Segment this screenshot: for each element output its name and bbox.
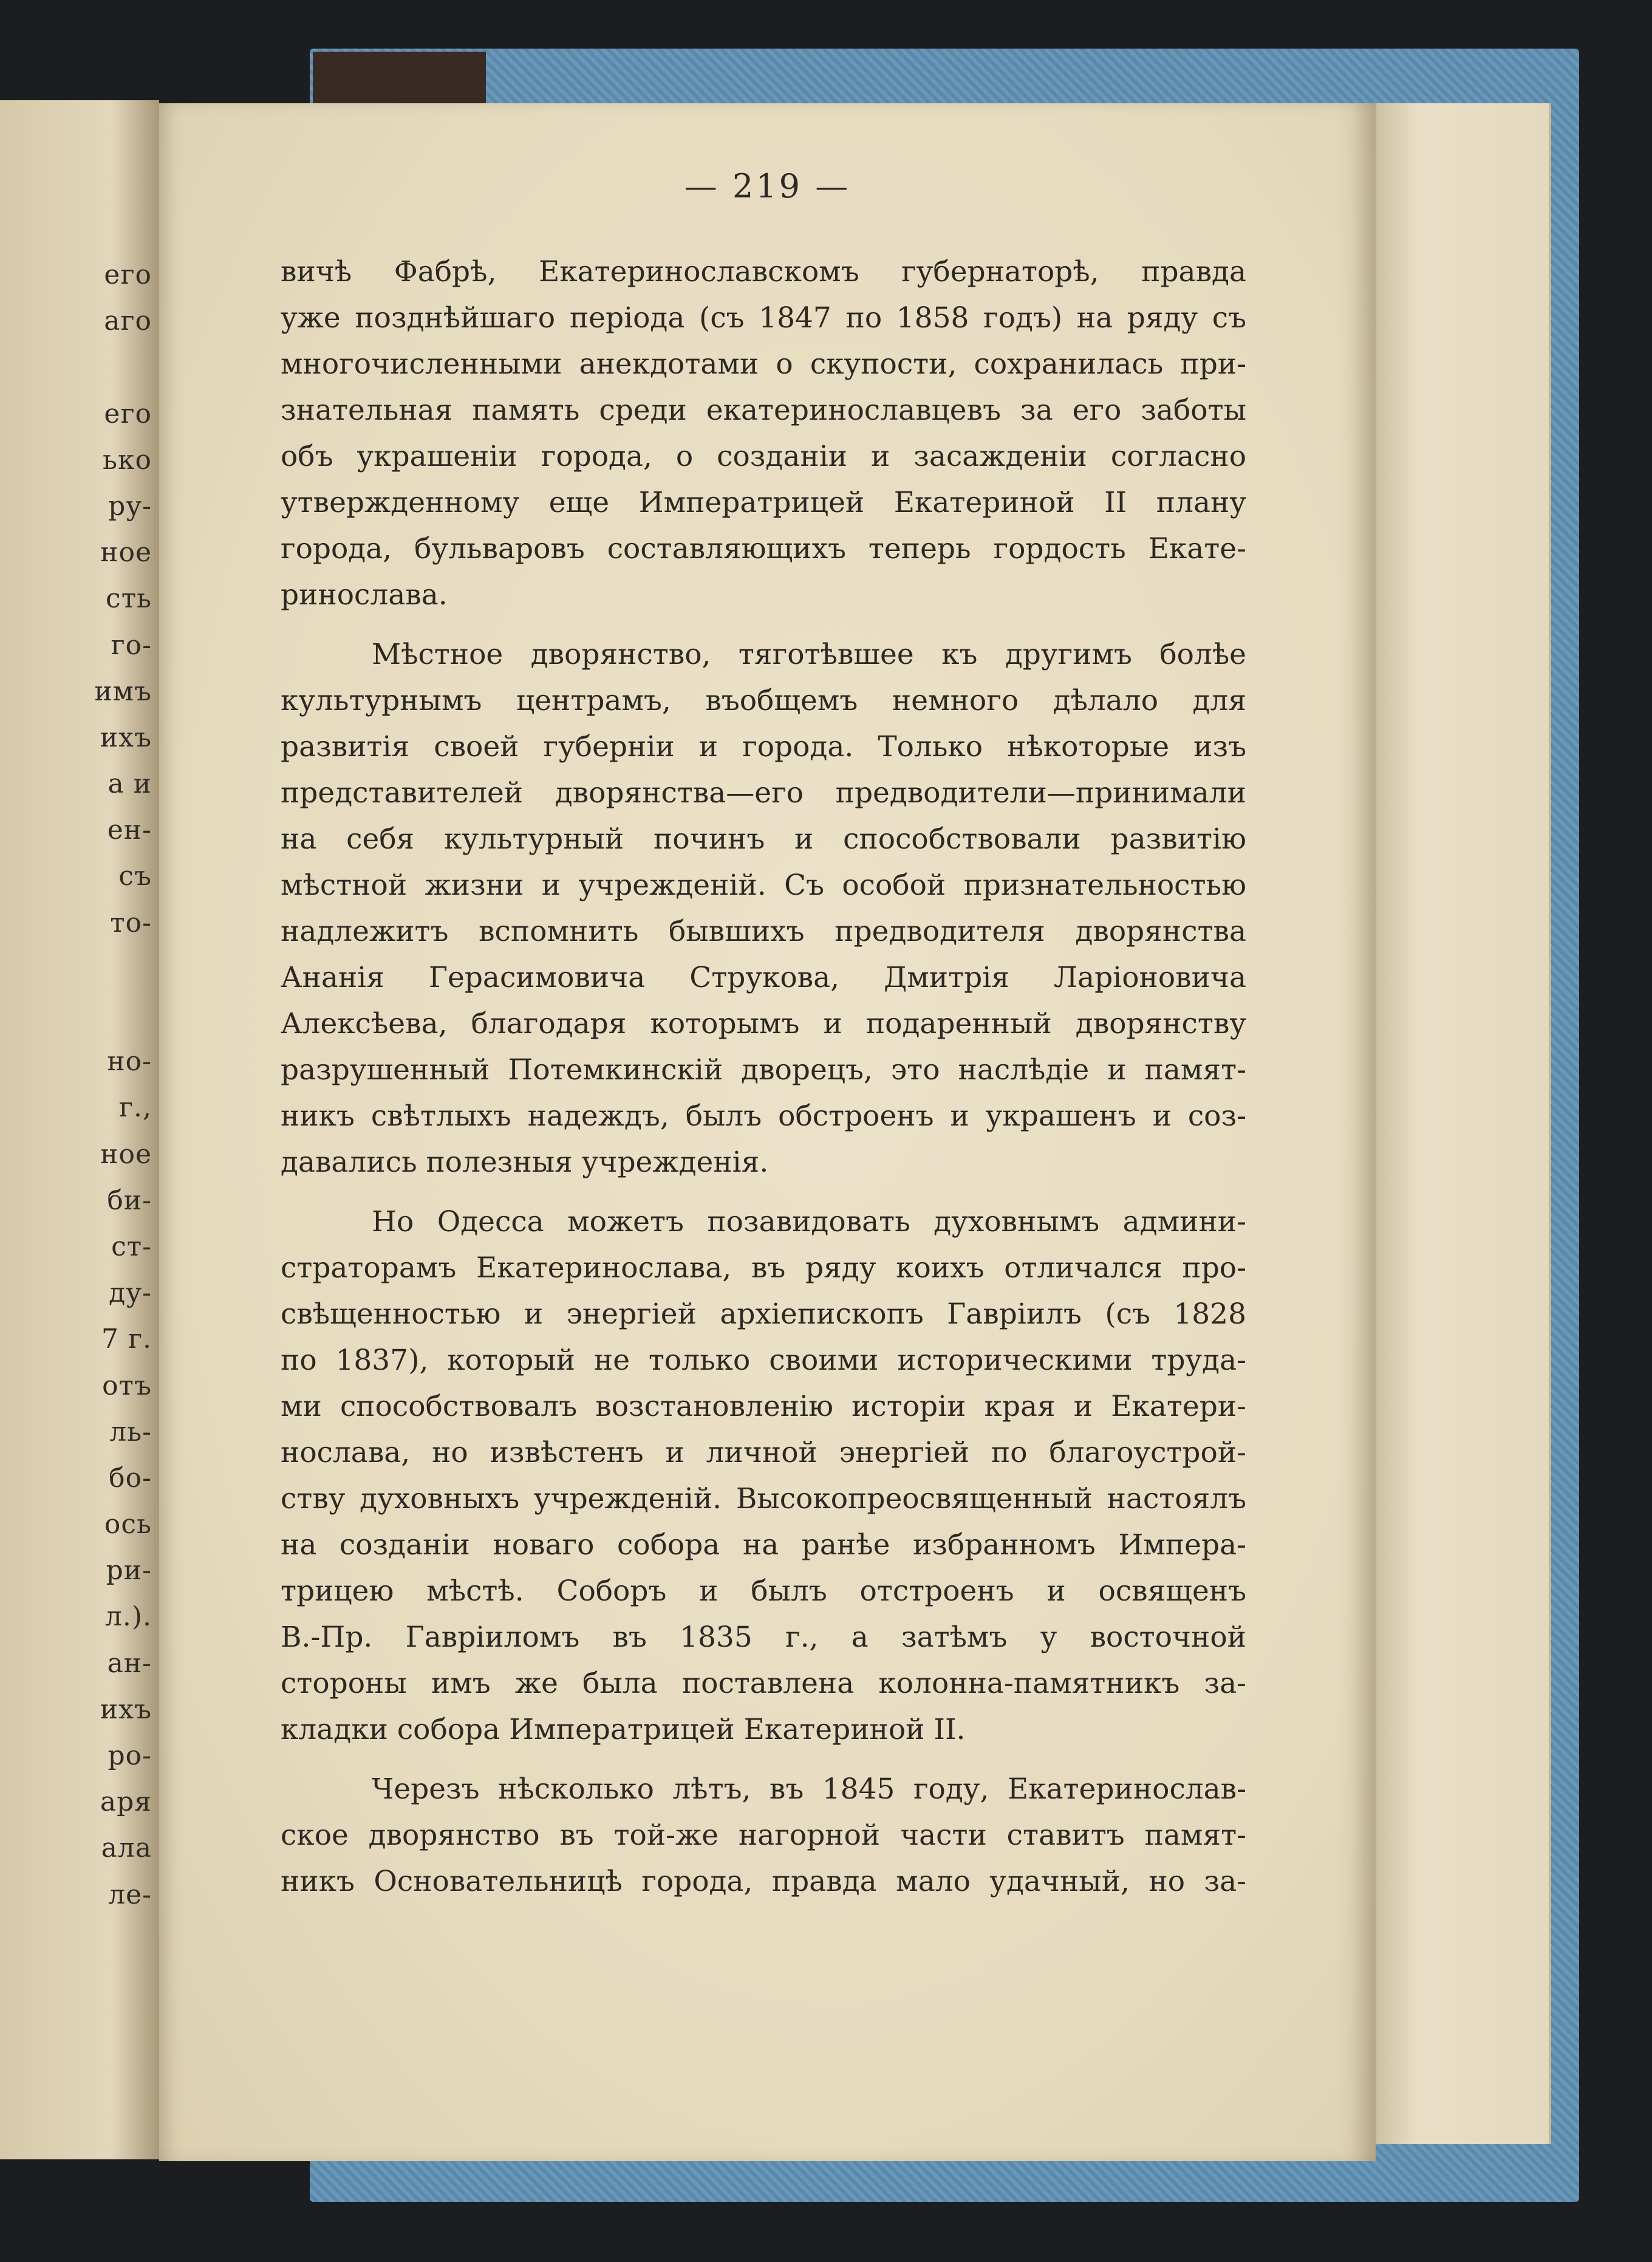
left-page-line: его [104,259,152,290]
text-line: по 1837), который не только своими историческими труда- [281,1344,1246,1377]
left-page-line: ан- [107,1647,152,1679]
text-line: на созданіи новаго собора на ранѣе избранномъ Импера- [281,1528,1246,1562]
left-page-line: бо- [109,1462,152,1494]
left-page-line [94,946,152,993]
left-page-line: ру- [108,490,152,522]
left-page-line: его [104,398,152,429]
text-line: стороны имъ же была поставлена колонна-памятникъ за- [281,1667,1246,1700]
text-line: давались полезныя учрежденія. [281,1146,769,1179]
left-page-text [94,252,152,1918]
left-page-line: ала [101,1833,152,1864]
left-page-line: ду- [109,1277,152,1309]
left-page-line: ько [103,444,152,476]
left-page-line: аго [104,306,152,337]
left-page-line: сть [106,583,152,615]
left-page-line: го- [111,629,152,661]
text-line: утвержденному еще Императрицей Екатериной II плану [281,486,1246,519]
left-page-line [94,993,152,1039]
text-line: ству духовныхъ учрежденій. Высокопреосвященный настоялъ [281,1482,1246,1515]
left-page-line: ри- [106,1555,152,1587]
text-line: Алексѣева, благодаря которымъ и подаренный дворянству [281,1007,1246,1040]
text-line: страторамъ Екатеринослава, въ ряду коихъ отличался про- [281,1251,1246,1285]
page-edges [1364,103,1551,2144]
text-line: надлежитъ вспомнить бывшихъ предводителя дворянства [281,915,1246,948]
left-page-line: би- [107,1184,152,1216]
left-page-line: ль- [109,1416,152,1447]
paragraph-gap [281,618,1246,632]
left-page-line [94,344,152,391]
text-line: культурнымъ центрамъ, въобщемъ немного дѣлало для [281,684,1246,717]
text-line: свѣщенностью и энергіей архіепископъ Гавріилъ (съ 1828 [281,1297,1246,1331]
text-line: уже позднѣйшаго періода (съ 1847 по 1858 годъ) на ряду съ [281,301,1246,335]
text-line: города, бульваровъ составляющихъ теперь гордость Екате- [281,532,1246,566]
text-line: Черезъ нѣсколько лѣтъ, въ 1845 году, Екатеринослав- [372,1772,1246,1806]
left-page-line: г., [118,1092,152,1124]
left-page-line: съ [118,861,152,892]
left-page-line: ихъ [100,1693,152,1725]
text-line: ринослава. [281,578,448,612]
left-page-line: ст- [111,1231,152,1262]
text-line: кладки собора Императрицей Екатериной II. [281,1713,966,1746]
right-page [159,103,1376,2161]
text-line: Ананія Герасимовича Струкова, Дмитрія Ларіоновича [281,961,1246,994]
left-page-line: то- [110,907,152,938]
paragraph-gap [281,1186,1246,1199]
left-page-line: ле- [108,1879,152,1910]
text-line: объ украшеніи города, о созданіи и засажденіи согласно [281,440,1246,473]
text-line: Мѣстное дворянство, тяготѣвшее къ другимъ болѣе [372,638,1246,671]
text-line: многочисленными анекдотами о скупости, сохранилась при- [281,347,1246,381]
text-line: развитія своей губерніи и города. Только нѣкоторые изъ [281,730,1246,764]
left-page-line: отъ [102,1370,152,1401]
text-line: представителей дворянства—его предводители—принимали [281,776,1246,810]
left-page-line: аря [100,1786,152,1818]
text-line: на себя культурный починъ и способствовали развитію [281,822,1246,856]
paragraph [281,632,1246,1186]
page-body [281,249,1246,1905]
text-line: ское дворянство въ той-же нагорной части ставитъ памят- [281,1819,1246,1852]
text-line: В.-Пр. Гавріиломъ въ 1835 г., а затѣмъ у восточной [281,1621,1246,1654]
left-page-line: ен- [107,815,152,846]
left-page [0,100,159,2159]
page-number: — 219 — [684,167,851,205]
text-line: знательная память среди екатеринославцевъ за его заботы [281,394,1246,427]
paragraph-gap [281,1753,1246,1766]
left-page-line: ось [104,1509,152,1540]
left-page-line: ное [100,1138,152,1170]
text-line: мѣстной жизни и учрежденій. Съ особой признательностью [281,869,1246,902]
text-line: разрушенный Потемкинскій дворецъ, это наслѣдіе и памят- [281,1053,1246,1087]
text-line: вичѣ Фабрѣ, Екатеринославскомъ губернаторѣ, правда [281,255,1246,289]
text-line: нослава, но извѣстенъ и личной энергіей по благоустрой- [281,1436,1246,1469]
text-line: трицею мѣстѣ. Соборъ и былъ отстроенъ и освященъ [281,1574,1246,1608]
paragraph [281,1766,1246,1905]
text-line: ми способствовалъ возстановленію исторіи края и Екатери- [281,1390,1246,1423]
left-page-line: 7 г. [101,1324,152,1355]
paragraph [281,1199,1246,1753]
left-page-line: ное [100,537,152,569]
paragraph [281,249,1246,618]
left-page-line: ро- [108,1740,152,1771]
cover-spine [313,52,486,106]
text-line: Но Одесса можетъ позавидовать духовнымъ админи- [372,1205,1246,1239]
left-page-line: л.). [104,1601,152,1633]
left-page-line: ихъ [100,722,152,753]
left-page-line: но- [107,1046,152,1078]
left-page-line: а и [108,768,152,800]
text-line: никъ свѣтлыхъ надеждъ, былъ обстроенъ и украшенъ и соз- [281,1099,1246,1133]
text-line: никъ Основательницѣ города, правда мало удачный, но за- [281,1865,1246,1898]
left-page-line: имъ [94,675,152,707]
